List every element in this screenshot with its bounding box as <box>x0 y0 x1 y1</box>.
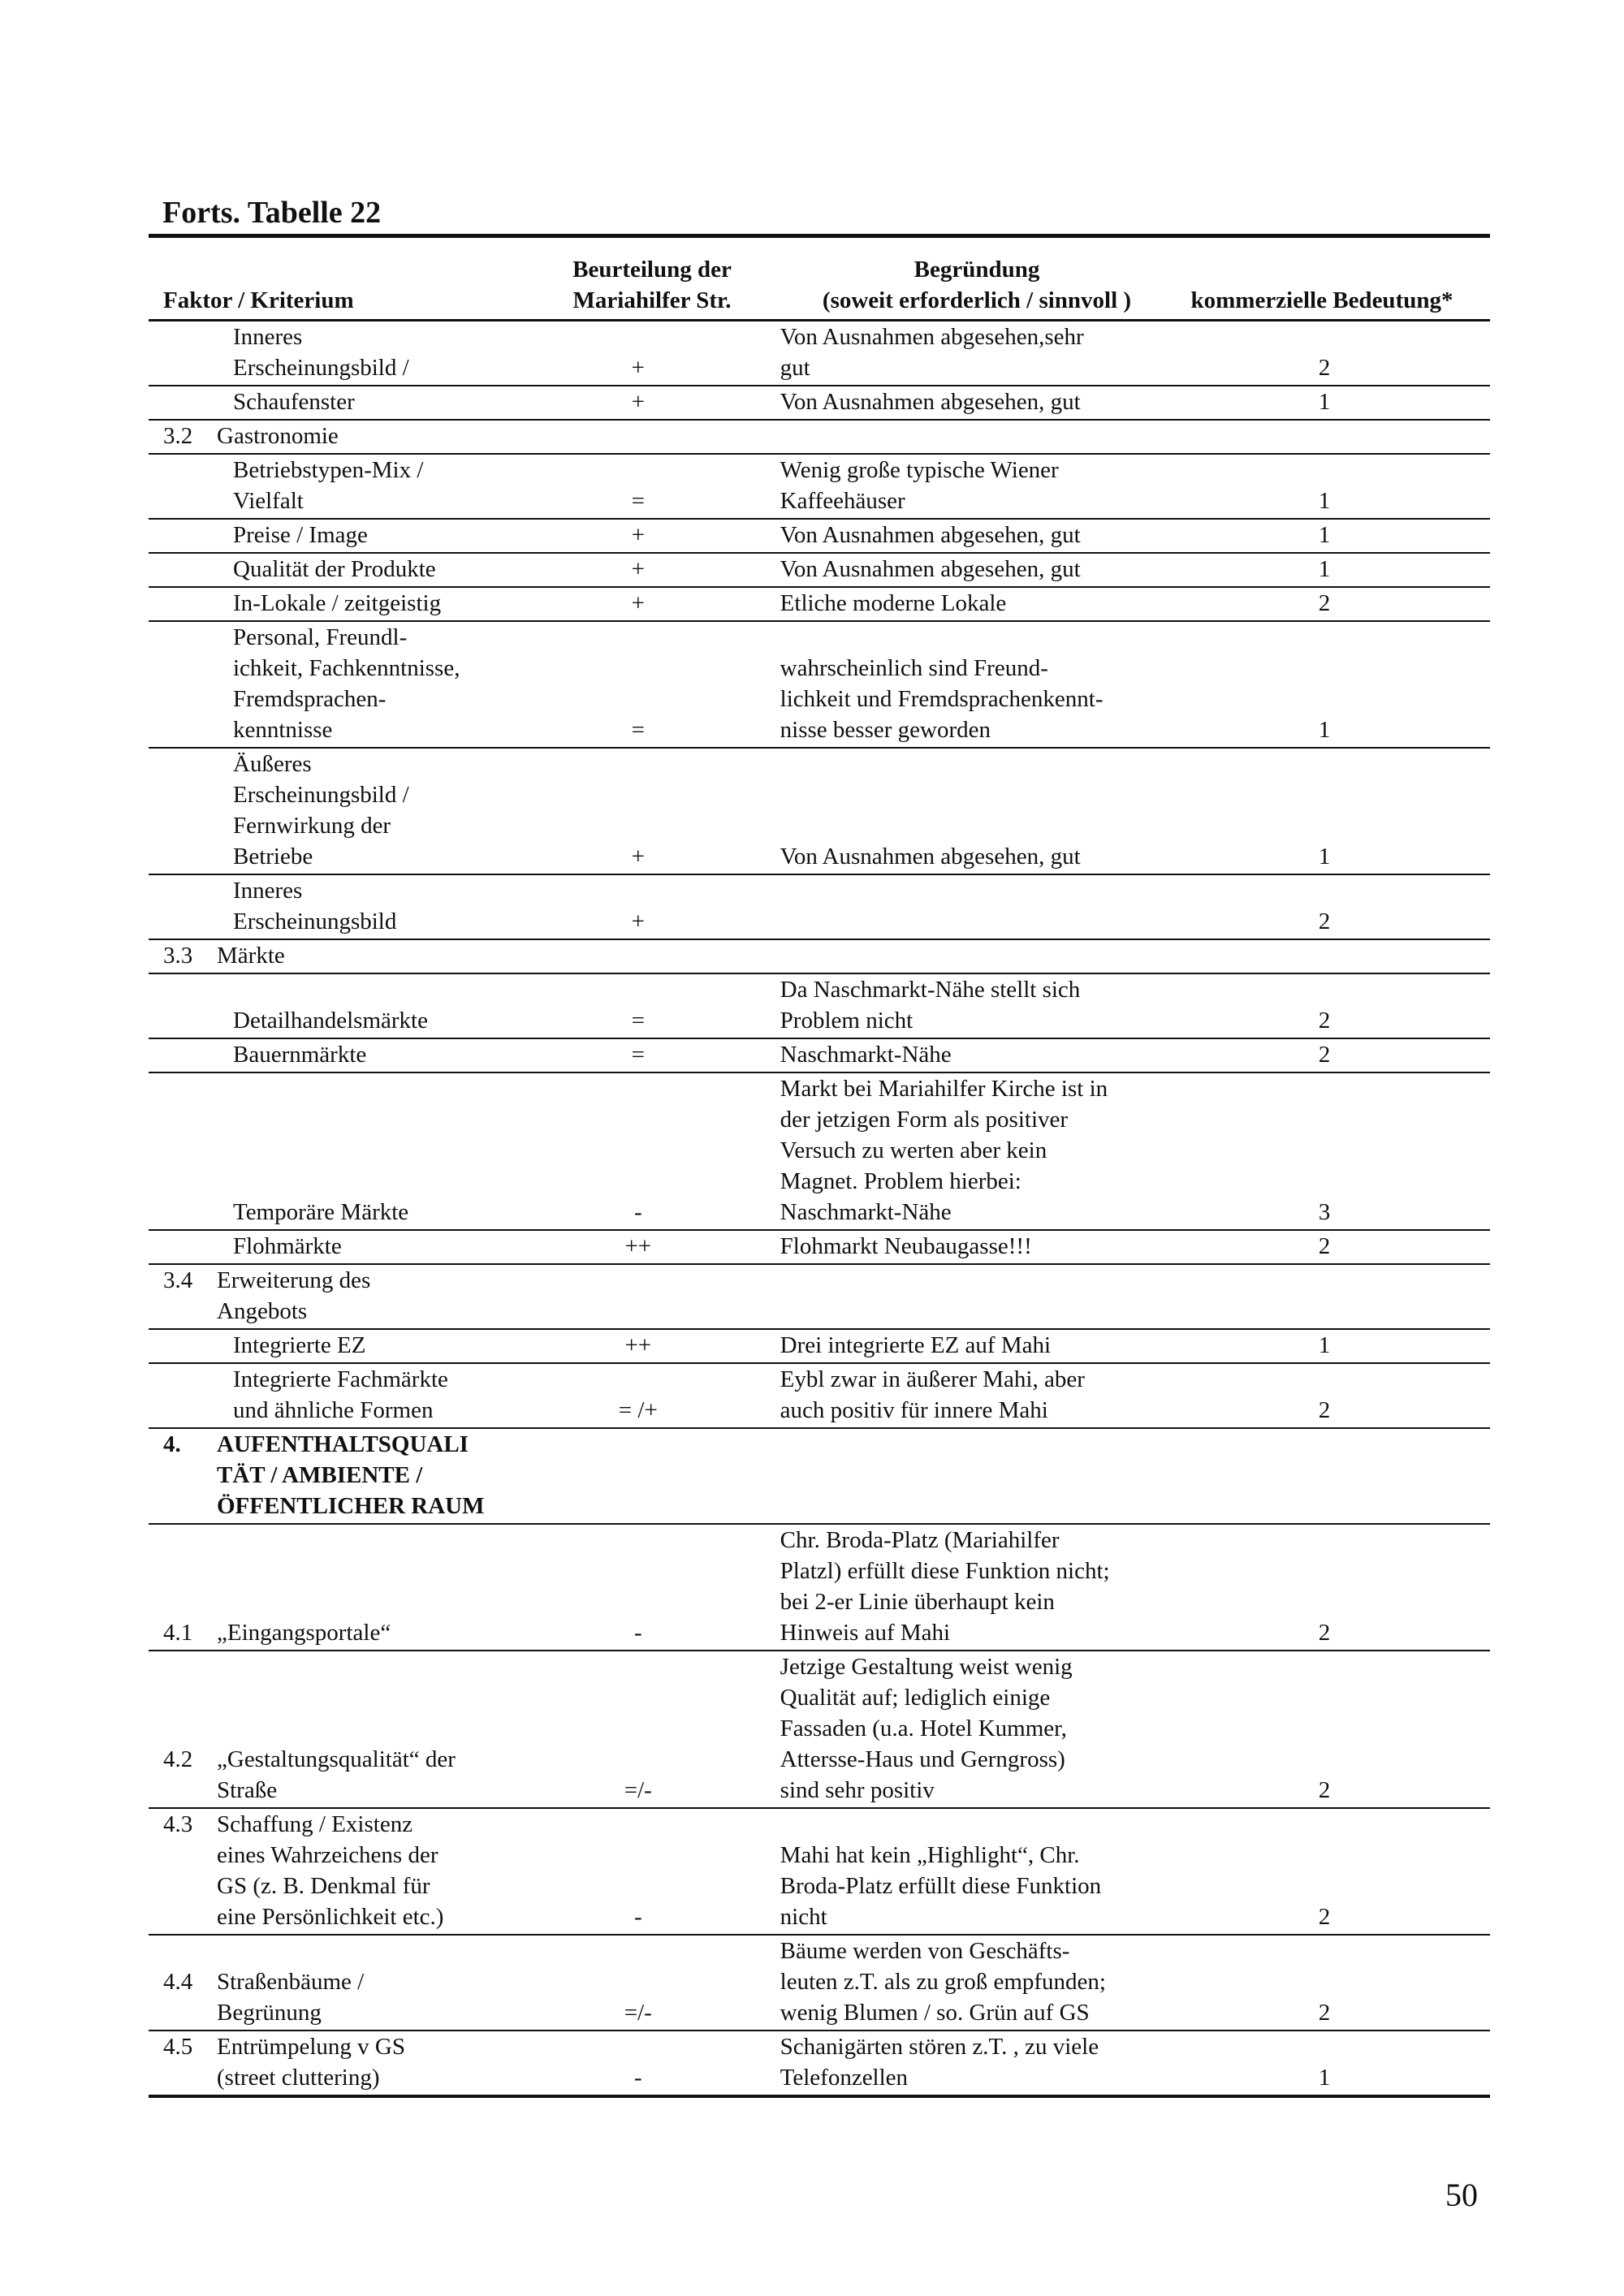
section-number: 3.4 <box>163 1267 193 1293</box>
section-number: 4.2 <box>163 1746 193 1772</box>
section-label: Märkte <box>217 943 285 969</box>
cell-kommerziell <box>1159 971 1490 973</box>
table-row <box>149 1039 1490 1073</box>
cell-kommerziell: 1 <box>1318 522 1331 548</box>
cell-begruendung: Von Ausnahmen abgesehen, gut <box>780 556 1081 582</box>
cell-factor: Flohmärkte <box>233 1233 342 1259</box>
table-row <box>149 1364 1490 1429</box>
cell-begruendung <box>780 1327 1159 1328</box>
cell-factor: Inneres Erscheinungsbild <box>233 878 397 934</box>
table-row <box>149 1330 1490 1364</box>
cell-beurteilung: + <box>631 522 645 548</box>
cell-beurteilung: + <box>631 908 645 934</box>
section-number: 4.4 <box>163 1969 193 1995</box>
table-row <box>149 940 1490 974</box>
cell-factor: Integrierte Fachmärkte und ähnliche Formen <box>233 1366 448 1423</box>
header-factor: Faktor / Kriterium <box>163 287 354 313</box>
section-number: 4.5 <box>163 2034 193 2060</box>
table-row <box>149 322 1490 386</box>
cell-factor: Integrierte EZ <box>233 1332 366 1358</box>
cell-factor: Preise / Image <box>233 522 368 548</box>
cell-factor: In-Lokale / zeitgeistig <box>233 590 442 616</box>
cell-begruendung: Markt bei Mariahilfer Kirche ist in der jetzigen Form als positiver Versuch zu werten aber kein Magnet. Problem hierbei: Naschmarkt-Nähe <box>780 1076 1108 1225</box>
cell-beurteilung: + <box>631 389 645 415</box>
cell-factor <box>149 2031 496 2095</box>
cell-factor: Qualität der Produkte <box>233 556 436 582</box>
section-label: Entrümpelung v GS (street cluttering) <box>217 2034 405 2091</box>
cell-kommerziell: 2 <box>1318 1042 1331 1068</box>
cell-kommerziell: 2 <box>1318 1008 1331 1034</box>
cell-begruendung <box>780 1521 1159 1523</box>
cell-beurteilung: - <box>633 1199 642 1225</box>
cell-factor: Äußeres Erscheinungsbild / Fernwirkung der Betriebe <box>233 751 409 870</box>
cell-beurteilung <box>496 1521 780 1523</box>
cell-kommerziell: 1 <box>1318 556 1331 582</box>
cell-begruendung <box>780 451 1159 453</box>
cell-beurteilung: - <box>633 1904 642 1930</box>
cell-factor: Bauernmärkte <box>233 1042 367 1068</box>
cell-kommerziell: 2 <box>1318 1904 1331 1930</box>
cell-begruendung <box>780 971 1159 973</box>
cell-beurteilung: + <box>631 844 645 870</box>
cell-beurteilung: =/- <box>624 2000 652 2026</box>
table-row <box>149 1936 1490 2031</box>
cell-beurteilung: - <box>633 2065 642 2091</box>
cell-factor: Temporäre Märkte <box>233 1199 409 1225</box>
cell-kommerziell: 1 <box>1318 844 1331 870</box>
table-row <box>149 1265 1490 1330</box>
cell-beurteilung <box>496 971 780 973</box>
section-label: Schaffung / Existenz eines Wahrzeichens der GS (z. B. Denkmal für eine Persönlichkeit etc.) <box>217 1811 444 1930</box>
cell-factor <box>149 421 496 453</box>
table-row <box>149 455 1490 520</box>
cell-factor: Personal, Freundl- ichkeit, Fachkenntnisse, Fremdsprachen- kenntnisse <box>233 624 460 743</box>
cell-factor: Detailhandelsmärkte <box>233 1008 428 1034</box>
cell-begruendung: Von Ausnahmen abgesehen, gut <box>780 389 1081 415</box>
table-row <box>149 622 1490 749</box>
cell-kommerziell <box>1159 1521 1490 1523</box>
cell-factor <box>149 1429 496 1523</box>
header-kommerziell: kommerzielle Bedeutung* <box>1190 287 1453 313</box>
table-row <box>149 386 1490 421</box>
cell-kommerziell: 1 <box>1318 389 1331 415</box>
cell-begruendung: Eybl zwar in äußerer Mahi, aber auch positiv für innere Mahi <box>780 1366 1085 1423</box>
cell-factor: Inneres Erscheinungsbild / <box>233 324 409 381</box>
cell-factor <box>149 1617 496 1650</box>
table-header <box>149 234 1490 322</box>
table-row <box>149 1073 1490 1231</box>
table-row <box>149 1231 1490 1265</box>
cell-kommerziell: 2 <box>1318 355 1331 381</box>
table-row <box>149 974 1490 1039</box>
cell-factor: Schaufenster <box>233 389 355 415</box>
cell-factor <box>149 1966 496 2030</box>
section-number: 4.1 <box>163 1620 193 1646</box>
cell-kommerziell: 2 <box>1318 1620 1331 1646</box>
page-number: 50 <box>1445 2177 1478 2213</box>
header-beurteilung: Beurteilung der Mariahilfer Str. <box>572 257 732 313</box>
section-label: Straßenbäume / Begrünung <box>217 1969 365 2026</box>
cell-beurteilung: + <box>631 556 645 582</box>
cell-beurteilung: ++ <box>624 1332 652 1358</box>
cell-beurteilung: = <box>631 1042 645 1068</box>
cell-factor <box>149 940 496 973</box>
cell-beurteilung: + <box>631 355 645 381</box>
cell-kommerziell <box>1159 451 1490 453</box>
table-row <box>149 520 1490 554</box>
cell-kommerziell <box>1159 1327 1490 1328</box>
header-begruendung: Begründung (soweit erforderlich / sinnvoll ) <box>822 257 1132 313</box>
cell-begruendung: Schanigärten stören z.T. , zu viele Telefonzellen <box>780 2034 1099 2091</box>
cell-kommerziell: 2 <box>1318 1397 1331 1423</box>
cell-begruendung: Von Ausnahmen abgesehen, gut <box>780 844 1081 870</box>
cell-begruendung: Etliche moderne Lokale <box>780 590 1007 616</box>
cell-factor <box>149 1744 496 1807</box>
table-row <box>149 875 1490 940</box>
cell-beurteilung: - <box>633 1620 642 1646</box>
table-row <box>149 1651 1490 1809</box>
cell-kommerziell: 2 <box>1318 908 1331 934</box>
section-number: 4.3 <box>163 1811 193 1837</box>
table-row <box>149 749 1490 875</box>
section-label: Erweiterung des Angebots <box>217 1267 371 1324</box>
cell-kommerziell: 1 <box>1318 1332 1331 1358</box>
section-number: 3.2 <box>163 423 193 449</box>
table-row <box>149 1809 1490 1936</box>
cell-beurteilung <box>496 451 780 453</box>
table-row <box>149 2031 1490 2098</box>
cell-beurteilung: = <box>631 1008 645 1034</box>
cell-begruendung: Flohmarkt Neubaugasse!!! <box>780 1233 1032 1259</box>
cell-begruendung: wahrscheinlich sind Freund- lichkeit und Fremdsprachenkennt- nisse besser geworden <box>780 655 1104 743</box>
cell-beurteilung: = <box>631 717 645 743</box>
section-number: 3.3 <box>163 943 193 969</box>
cell-kommerziell: 2 <box>1318 1233 1331 1259</box>
cell-factor: Betriebstypen-Mix / Vielfalt <box>233 457 424 514</box>
cell-begruendung: Wenig große typische Wiener Kaffeehäuser <box>780 457 1059 514</box>
cell-beurteilung <box>496 1327 780 1328</box>
cell-kommerziell: 1 <box>1318 488 1331 514</box>
section-number: 4. <box>163 1431 181 1457</box>
cell-beurteilung: + <box>631 590 645 616</box>
cell-kommerziell: 3 <box>1318 1199 1331 1225</box>
cell-begruendung: Jetzige Gestaltung weist wenig Qualität auf; lediglich einige Fassaden (u.a. Hotel Kummer, Attersse-Haus und Gerngross) sind sehr positiv <box>780 1654 1073 1803</box>
assessment-table <box>149 234 1490 2098</box>
cell-beurteilung: =/- <box>624 1777 652 1803</box>
cell-kommerziell: 1 <box>1318 717 1331 743</box>
cell-begruendung: Da Naschmarkt-Nähe stellt sich Problem nicht <box>780 977 1081 1034</box>
cell-begruendung: Drei integrierte EZ auf Mahi <box>780 1332 1052 1358</box>
cell-kommerziell: 1 <box>1318 2065 1331 2091</box>
cell-kommerziell: 2 <box>1318 2000 1331 2026</box>
cell-kommerziell: 2 <box>1318 590 1331 616</box>
cell-begruendung <box>780 937 1159 939</box>
cell-begruendung: Von Ausnahmen abgesehen,sehr gut <box>780 324 1084 381</box>
section-label: Gastronomie <box>217 423 339 449</box>
cell-beurteilung: = <box>631 488 645 514</box>
cell-begruendung: Naschmarkt-Nähe <box>780 1042 952 1068</box>
table-title: Forts. Tabelle 22 <box>162 196 382 230</box>
table-row <box>149 554 1490 588</box>
section-label: „Eingangsportale“ <box>217 1620 391 1646</box>
cell-begruendung: Bäume werden von Geschäfts- leuten z.T. als zu groß empfunden; wenig Blumen / so. Grün auf GS <box>780 1938 1106 2026</box>
cell-factor <box>149 1265 496 1328</box>
section-label: AUFENTHALTSQUALI TÄT / AMBIENTE / ÖFFENTLICHER RAUM <box>217 1431 485 1519</box>
cell-begruendung: Chr. Broda-Platz (Mariahilfer Platzl) erfüllt diese Funktion nicht; bei 2-er Linie überhaupt kein Hinweis auf Mahi <box>780 1527 1110 1646</box>
table-row <box>149 421 1490 455</box>
section-label: „Gestaltungsqualität“ der Straße <box>217 1746 456 1803</box>
table-row <box>149 588 1490 622</box>
cell-begruendung: Mahi hat kein „Highlight“, Chr. Broda-Platz erfüllt diese Funktion nicht <box>780 1842 1102 1930</box>
table-row <box>149 1429 1490 1525</box>
table-row <box>149 1525 1490 1651</box>
table-body <box>149 322 1490 2098</box>
cell-begruendung: Von Ausnahmen abgesehen, gut <box>780 522 1081 548</box>
cell-kommerziell: 2 <box>1318 1777 1331 1803</box>
cell-factor <box>149 1809 496 1934</box>
cell-beurteilung: ++ <box>624 1233 652 1259</box>
cell-beurteilung: = /+ <box>618 1397 658 1423</box>
